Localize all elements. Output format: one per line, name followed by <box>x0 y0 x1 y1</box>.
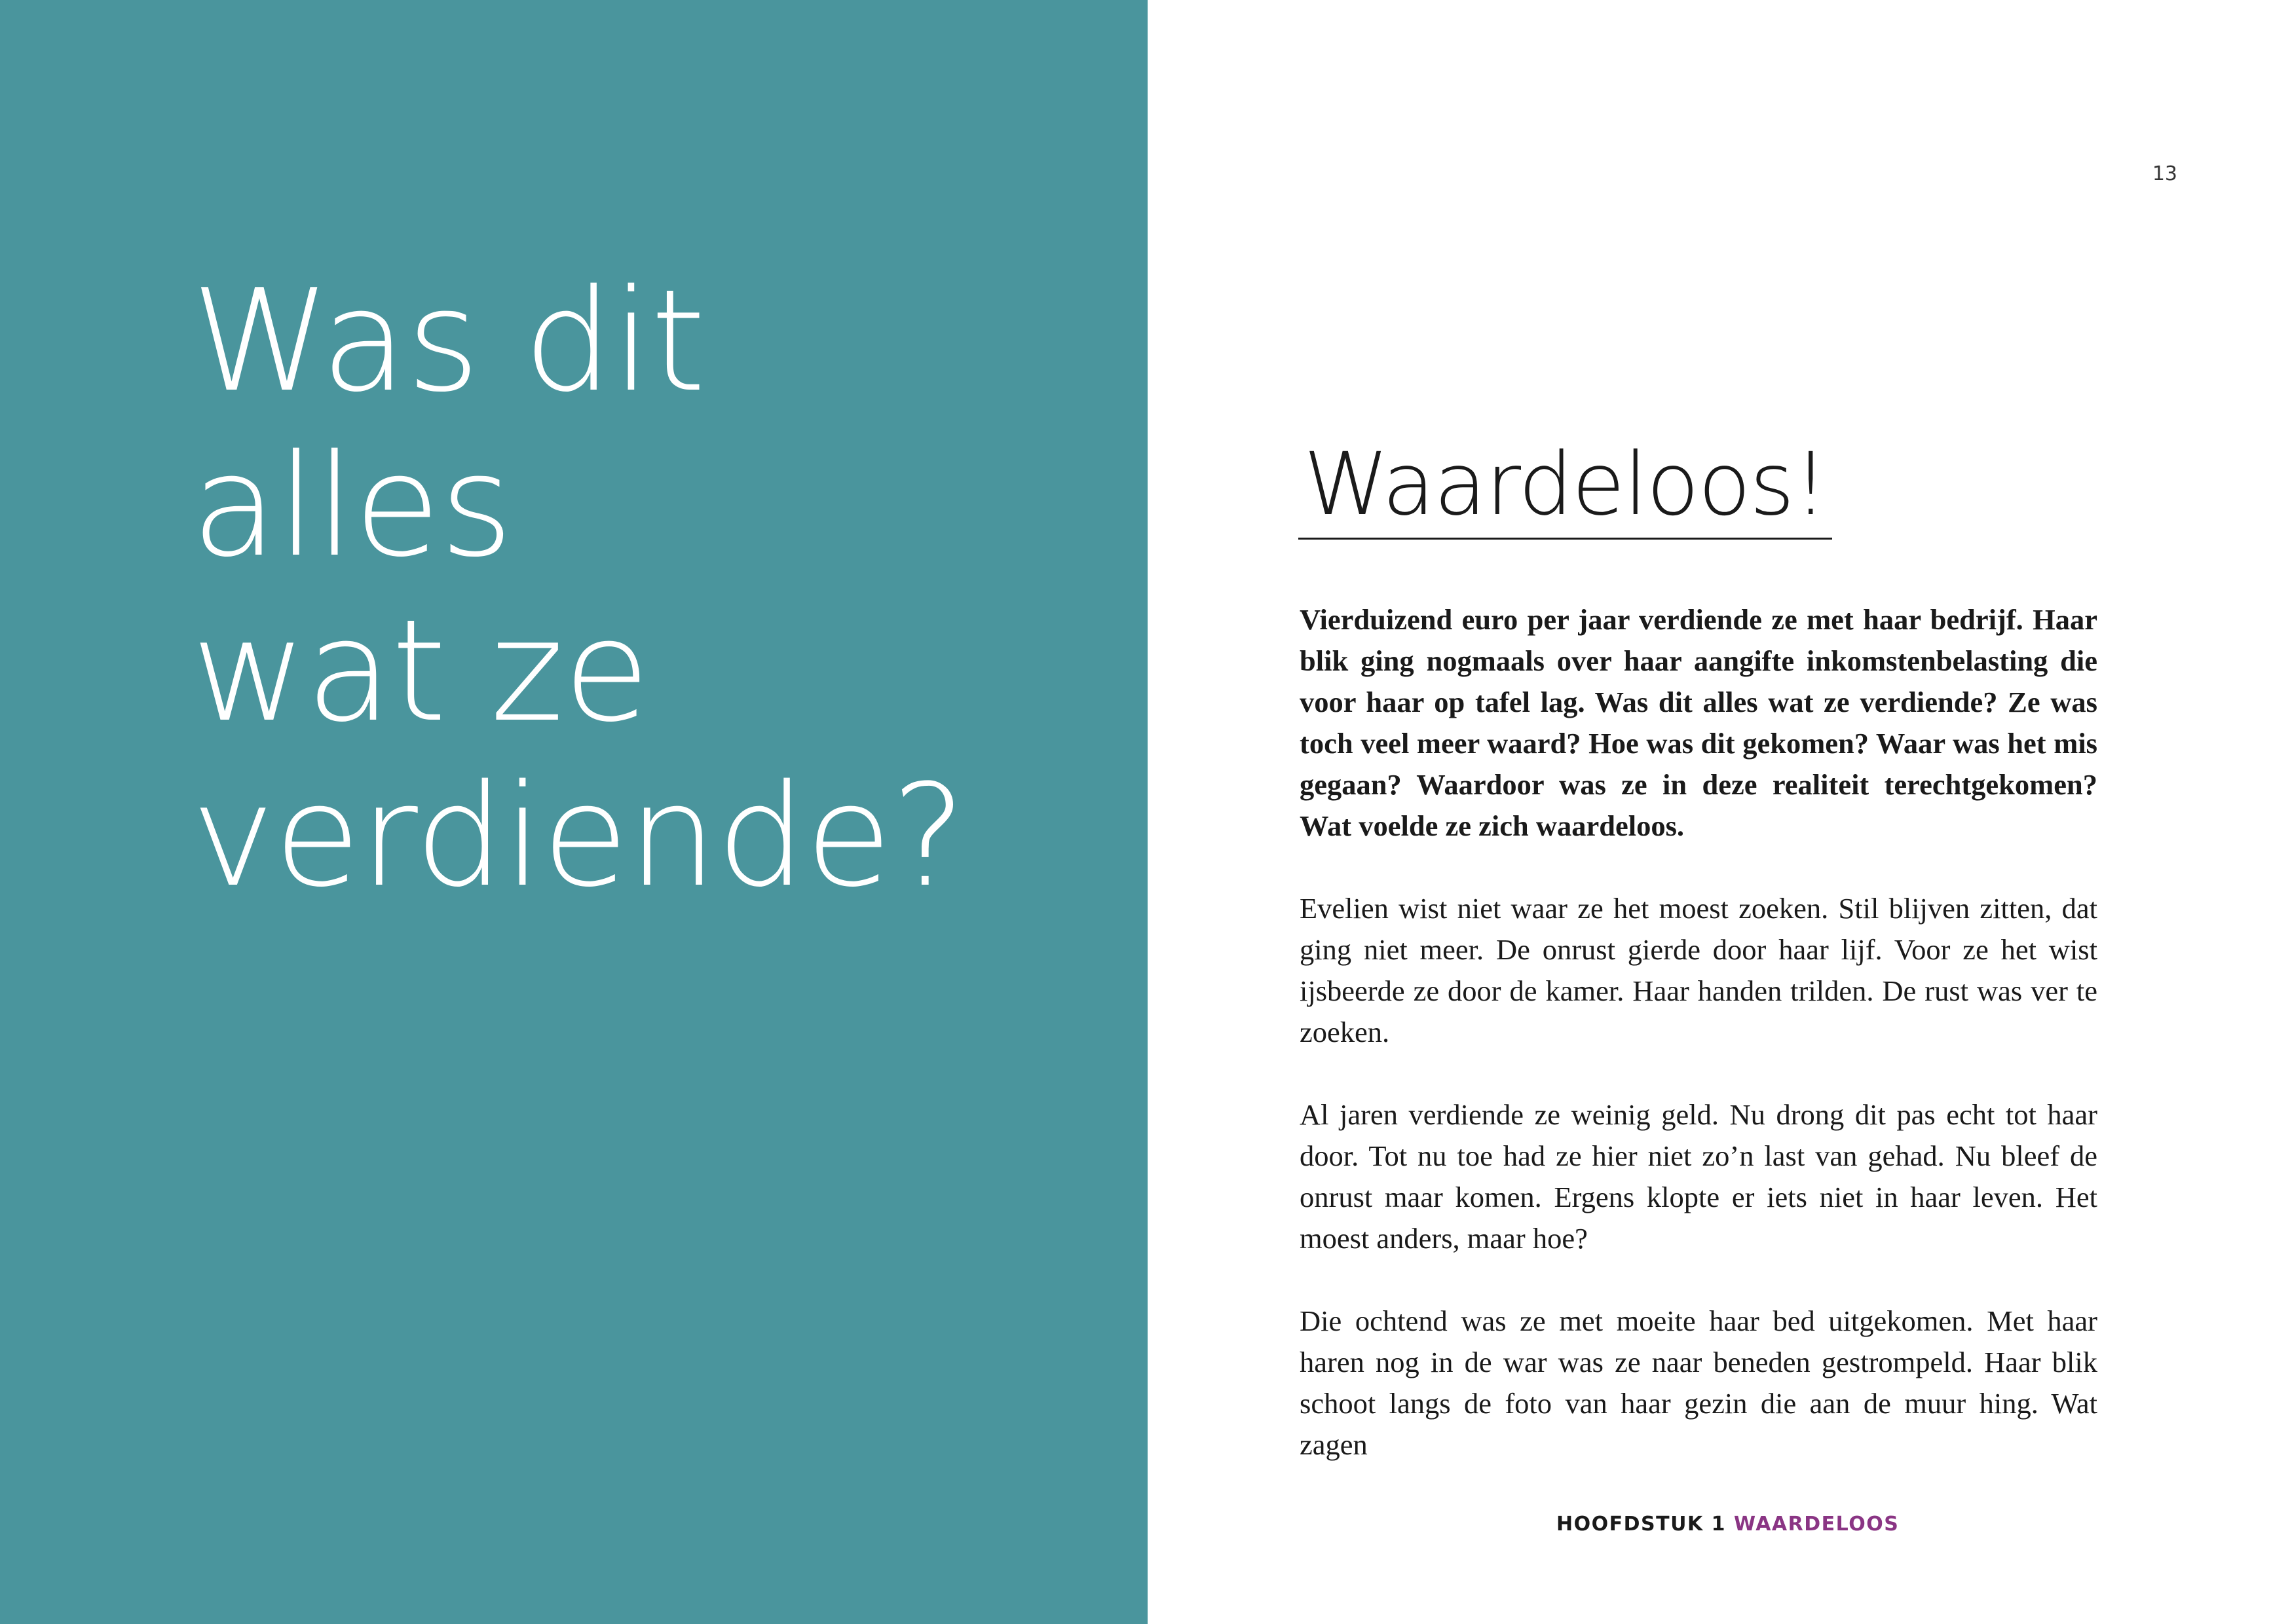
body-paragraph: Al jaren verdiende ze weinig geld. Nu drong dit pas echt tot haar door. Tot nu toe had ze hier niet zo’n last van gehad. Nu bleef de onrust maar komen. Ergens klopte er iets niet in haar leven. Het moest anders, maar hoe? <box>1300 1098 2097 1255</box>
page-number: 13 <box>2152 162 2177 185</box>
chapter-title: Waardeloos! <box>1298 435 1832 540</box>
pull-quote-line: wat ze <box>191 589 650 753</box>
body-paragraph: Evelien wist niet waar ze het moest zoeken. Stil blijven zitten, dat ging niet meer. De onrust gierde door haar lijf. Voor ze het wist ijsbeerde ze door de kamer. Haar handen trilden. De rust was ver te zoeken. <box>1300 892 2097 1048</box>
intro-paragraph: Vierduizend euro per jaar verdiende ze met haar bedrijf. Haar blik ging nogmaals over haar aangifte inkomstenbelasting die voor haar op tafel lag. Was dit alles wat ze verdiende? Ze was toch veel meer waard? Hoe was dit gekomen? Waar was het mis gegaan? Waardoor was ze in deze realiteit terechtgekomen? Wat voelde ze zich waardeloos. <box>1300 603 2097 842</box>
pull-quote-line: verdiende? <box>191 754 966 918</box>
body-text <box>1300 599 2097 1507</box>
footer-chapter-name: WAARDELOOS <box>1733 1513 1900 1536</box>
right-page <box>1148 0 2290 1624</box>
pull-quote-line: Was dit <box>191 259 705 423</box>
pull-quote-line: alles <box>191 424 513 588</box>
running-footer <box>1556 1513 1899 1536</box>
footer-chapter-label: HOOFDSTUK 1 <box>1556 1513 1727 1536</box>
pull-quote <box>191 259 966 919</box>
body-paragraph: Die ochtend was ze met moeite haar bed uitgekomen. Met haar haren nog in de war was ze naar beneden gestrompeld. Haar blik schoot langs de foto van haar gezin die aan de muur hing. Wat zagen <box>1300 1304 2097 1461</box>
